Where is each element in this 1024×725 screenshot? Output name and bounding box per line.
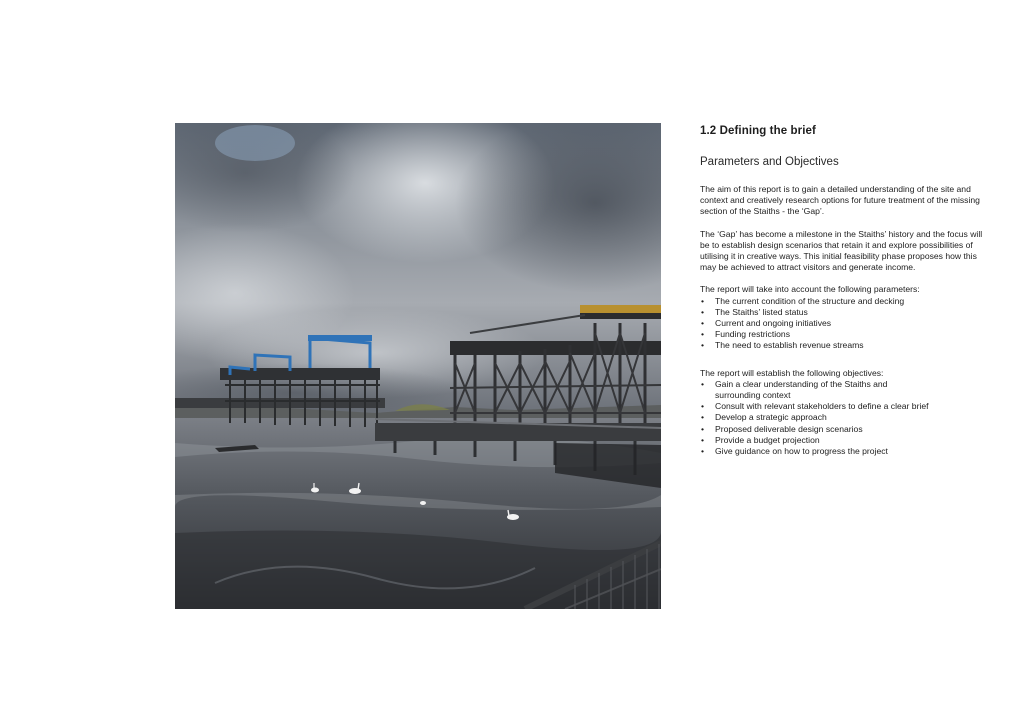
list-item: • Current and ongoing initiatives — [700, 318, 990, 329]
brief-text-column — [700, 124, 990, 457]
section-heading: 1.2 Defining the brief — [700, 125, 816, 137]
gap-paragraph: The ‘Gap’ has become a milestone in the Staiths’ history and the focus will be to establish design scenarios that retain it and explore possibilities of utilising it in creative ways. This initial feasibility phase proposes how this may be achieved to attract visitors and generate income. — [700, 228, 983, 273]
list-item: • Proposed deliverable design scenarios — [700, 424, 990, 435]
list-item: • Funding restrictions — [700, 329, 990, 340]
list-item: • Develop a strategic approach — [700, 412, 990, 423]
list-item: • The Staiths’ listed status — [700, 307, 990, 318]
staiths-photo-illustration — [175, 123, 661, 609]
list-item: • Give guidance on how to progress the project — [700, 446, 990, 457]
list-item: • Consult with relevant stakeholders to define a clear brief — [700, 401, 990, 412]
list-item: • Gain a clear understanding of the Staiths and surrounding context — [700, 379, 990, 401]
list-item: • The current condition of the structure and decking — [700, 296, 990, 307]
staiths-photo — [175, 123, 661, 609]
objectives-intro: The report will establish the following objectives: — [700, 367, 884, 378]
aim-paragraph: The aim of this report is to gain a detailed understanding of the site and context and creatively research options for future treatment of the missing section of the Staiths - the ‘Gap’. — [700, 184, 980, 217]
objectives-list — [700, 379, 990, 457]
parameters-intro: The report will take into account the following parameters: — [700, 284, 920, 295]
list-item: • Provide a budget projection — [700, 435, 990, 446]
list-item: • The need to establish revenue streams — [700, 340, 990, 351]
parameters-list — [700, 296, 990, 352]
section-subheading: Parameters and Objectives — [700, 156, 839, 168]
